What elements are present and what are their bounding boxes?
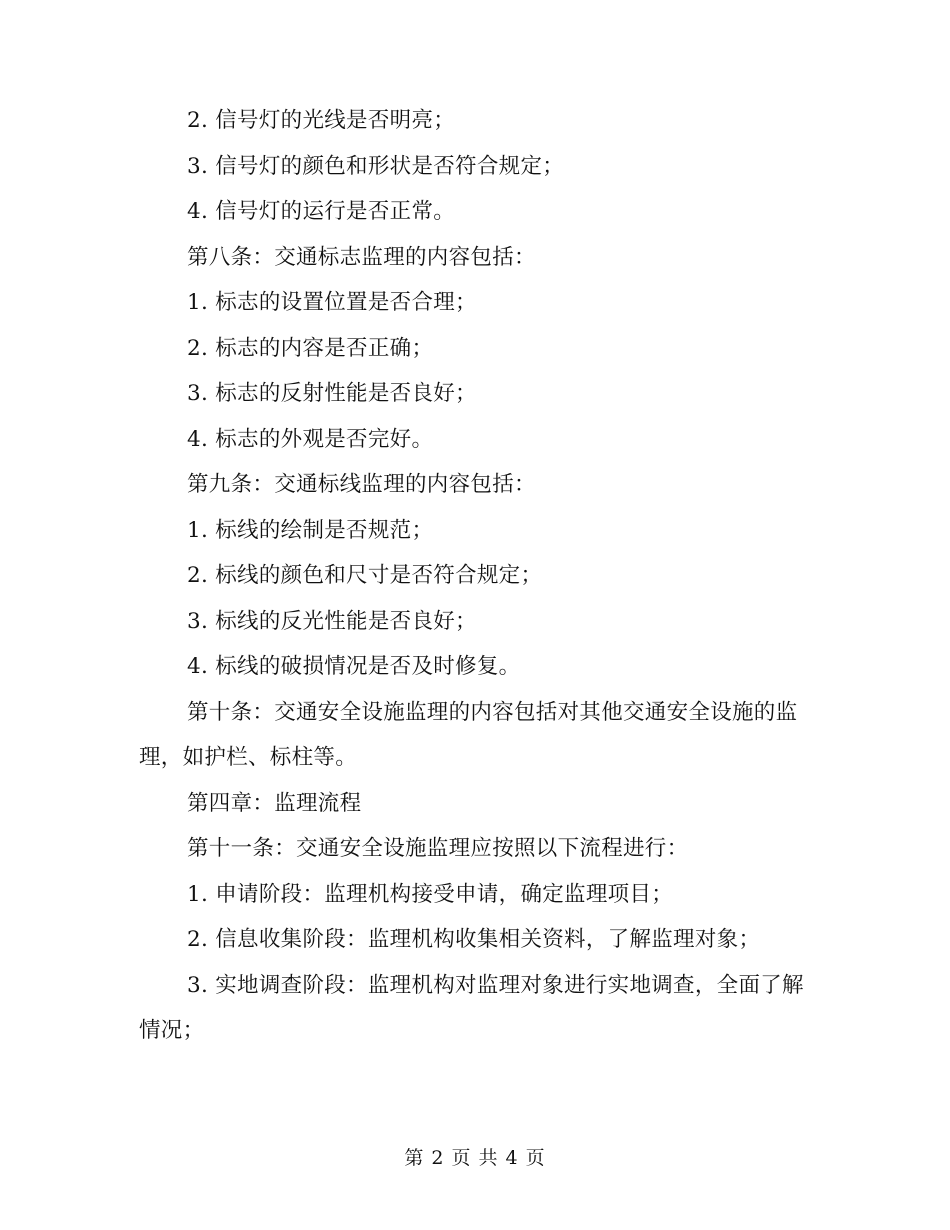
paragraph: 3. 标线的反光性能是否良好； [187, 608, 477, 634]
chapter-heading: 第四章：监理流程 [187, 790, 362, 816]
paragraph: 3. 实地调查阶段：监理机构对监理对象进行实地调查，全面了解情况； [139, 972, 804, 1043]
document-body [139, 98, 811, 1054]
section-paragraph: 第十条：交通安全设施监理的内容包括对其他交通安全设施的监理，如护栏、标柱等。 [139, 699, 798, 770]
paragraph: 4. 信号灯的运行是否正常。 [187, 199, 456, 224]
paragraph: 2. 标志的内容是否正确； [187, 335, 434, 361]
paragraph: 1. 标志的设置位置是否合理； [187, 290, 477, 315]
section-heading: 第九条：交通标线监理的内容包括： [187, 472, 536, 497]
paragraph: 2. 信号灯的光线是否明亮； [187, 108, 456, 133]
paragraph: 1. 标线的绘制是否规范； [187, 517, 434, 543]
paragraph: 4. 标线的破损情况是否及时修复。 [187, 654, 521, 679]
section-heading: 第八条：交通标志监理的内容包括： [187, 244, 536, 270]
paragraph: 3. 信号灯的颜色和形状是否符合规定； [187, 153, 565, 179]
paragraph: 2. 标线的颜色和尺寸是否符合规定； [187, 563, 543, 588]
paragraph: 3. 标志的反射性能是否良好； [187, 381, 477, 406]
paragraph: 1. 申请阶段：监理机构接受申请，确定监理项目； [187, 881, 674, 907]
section-heading: 第十一条：交通安全设施监理应按照以下流程进行： [187, 836, 689, 861]
paragraph: 2. 信息收集阶段：监理机构收集相关资料，了解监理对象； [187, 927, 761, 952]
paragraph: 4. 标志的外观是否完好。 [187, 426, 434, 452]
page-number-footer: 第 2 页 共 4 页 [404, 1147, 546, 1169]
